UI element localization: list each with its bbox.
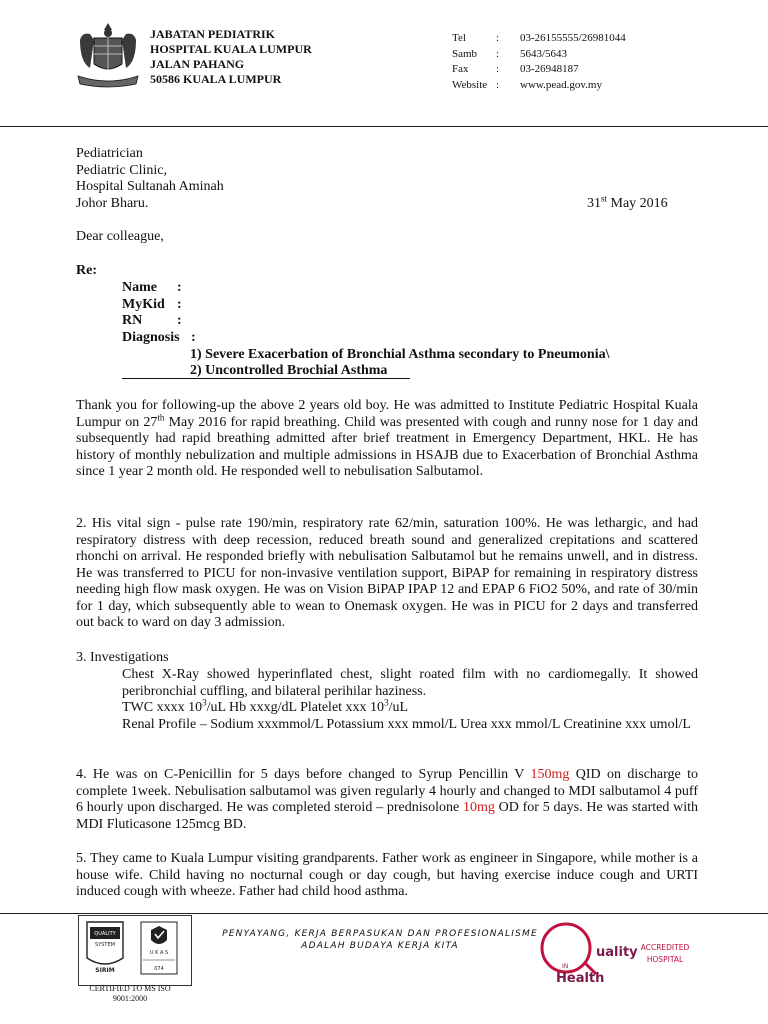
fbc-result: TWC xxxx $10^3/uL$ Hb xxxg/dL Platelet xxx $10^3/uL$ bbox=[122, 697, 409, 715]
dose-highlight: 10mg bbox=[462, 800, 495, 815]
sirim-quality-system-icon bbox=[79, 916, 191, 985]
contact-row-tel: Tel : 03-26155555/26981044 bbox=[452, 31, 626, 47]
organisation-motto: PENYAYANG, KERJA BERPASUKAN DAN PROFESIONALISME ADALAH BUDAYA KERJA KITA bbox=[222, 929, 538, 951]
iso-certification-caption: CERTIFIED TO MS ISO 9001:2000 bbox=[89, 984, 171, 1003]
department-address bbox=[150, 27, 312, 87]
re-label: Re: bbox=[76, 263, 97, 278]
accredited-hospital-label: ACCREDITED HOSPITAL bbox=[640, 943, 690, 964]
patient-identifiers: Name : MyKid : RN : Diagnosis : bbox=[122, 280, 196, 345]
paragraph-4-medication: 4. He was on C-Penicillin for 5 days before changed to Syrup Pencillin V 150mg QID on discharge to complete 1week. Nebulisation salbutamol was given regularly 4 hourly and changed to MDI salbutamol 4 puff 6 hourly upon discharged. He was completed steroid – prednisolone 10mg OD for 5 days. He was started with MDI Fluticasone 125mcg BD. bbox=[76, 767, 698, 832]
certification-logos bbox=[78, 915, 192, 986]
letter-date: 31st May 2016 bbox=[587, 193, 668, 211]
contact-row-ext: Samb : 5643/5643 bbox=[452, 47, 626, 63]
cxr-finding: Chest X-Ray showed hyperinflated chest, slight roated film with no cardiomegally. It showed peribronchial cuffling, and bilateral perihilar haziness. bbox=[122, 667, 698, 699]
svg-text:QUALITY: QUALITY bbox=[94, 931, 116, 937]
paragraph-5-social-history: 5. They came to Kuala Lumpur visiting grandparents. Father work as engineer in Singapore, while mother is a house wife. Child having no nocturnal cough or day cough, but having exercise induce cough and URTI induced cough with wheeze. Father had child hood asthma. bbox=[76, 851, 698, 899]
svg-text:U K A S: U K A S bbox=[149, 950, 169, 956]
extension-number: 5643/5643 bbox=[520, 47, 568, 60]
header-divider bbox=[0, 126, 768, 127]
org-line: 50586 KUALA LUMPUR bbox=[150, 72, 282, 86]
svg-text:Health: Health bbox=[556, 971, 605, 986]
phone-number: 03-26155555/26981044 bbox=[520, 32, 626, 44]
footer-divider bbox=[0, 913, 768, 914]
malaysia-coat-of-arms-icon bbox=[72, 20, 144, 90]
svg-text:SYSTEM: SYSTEM bbox=[95, 942, 115, 948]
svg-text:SIRIM: SIRIM bbox=[95, 967, 115, 974]
contact-row-fax: Fax : 03-26948187 bbox=[452, 62, 626, 78]
diagnosis-1: 1) Severe Exacerbation of Bronchial Asthma secondary to Pneumonia\ bbox=[190, 347, 610, 362]
website-link[interactable]: www.pead.gov.my bbox=[520, 78, 602, 91]
paragraph-2-vital-signs: 2. His vital sign - pulse rate 190/min, respiratory rate 62/min, saturation 100%. He was lethargic, and had respiratory distress with deep recession, reduced breath sound and generalized crepitations and scattered rhonchi on arrival. He responded briefly with nebulisation Salbutamol but he remains unwell, and in distress. He was transferred to PICU for non-invasive ventilation support, BiPAP for remaining in respiratory distress needing high flow mask oxygen. He was on Vision BiPAP IPAP 12 and EPAP 6 FiO2 50%, and rate of 30/min for 1 day, which subsequently able to wean to Onemask oxygen. He was in PICU for 2 days and transferred out back to ward on day 3 admission. bbox=[76, 516, 698, 630]
paragraph-1: Thank you for following-up the above 2 years old boy. He was admitted to Institute Pediatric Hospital Kuala Lumpur on 27th May 2016 for rapid breathing. Child was presented with cough and runny nose for 1 day and subsequently had rapid breathing admitted after brief treatment in Emergency Department, HKL. He has history of monthly nebulization and multiple admissions in HSAJB due to Exacerbation of Bronchial Asthma since 1 year 2 month old. He responded well to nebulisation Salbutamol. bbox=[76, 398, 698, 479]
contact-row-website: Website : www.pead.gov.my bbox=[452, 78, 626, 94]
svg-text:IN: IN bbox=[562, 963, 569, 970]
org-line: JABATAN PEDIATRIK bbox=[150, 27, 276, 41]
quality-in-health-logo-icon bbox=[536, 918, 638, 986]
recipient-address: Pediatrician Pediatric Clinic, Hospital Sultanah Aminah Johor Bharu. bbox=[76, 146, 224, 211]
org-line: JALAN PAHANG bbox=[150, 57, 245, 71]
contact-block bbox=[452, 31, 626, 93]
diagnosis-2: 2) Uncontrolled Brochial Asthma bbox=[190, 363, 388, 378]
dose-highlight: 150mg bbox=[530, 767, 570, 782]
investigations-list bbox=[122, 667, 698, 733]
svg-text:074: 074 bbox=[154, 966, 164, 972]
investigations-heading: 3. Investigations bbox=[76, 650, 169, 665]
svg-text:uality: uality bbox=[596, 945, 638, 960]
org-line: HOSPITAL KUALA LUMPUR bbox=[150, 42, 312, 56]
renal-profile: Renal Profile – Sodium xxxmmol/L Potassium xxx mmol/L Urea xxx mmol/L Creatinine xxx umol/L bbox=[122, 716, 691, 732]
fax-number: 03-26948187 bbox=[520, 63, 579, 75]
salutation: Dear colleague, bbox=[76, 229, 164, 244]
